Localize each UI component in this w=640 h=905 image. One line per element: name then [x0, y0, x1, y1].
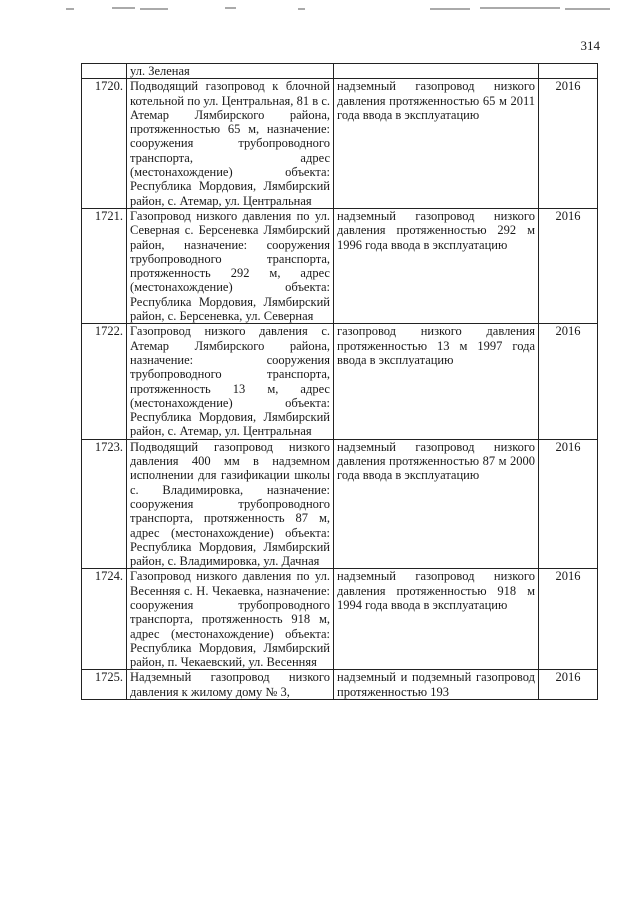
row-number: 1723.	[82, 439, 127, 569]
page-number: 314	[580, 38, 600, 53]
object-characteristics: надземный газопровод низкого давления протяженностью 918 м 1994 года ввода в эксплуатацию	[334, 569, 539, 670]
scan-artifact-marks	[0, 4, 640, 14]
object-characteristics: надземный газопровод низкого давления протяженностью 292 м 1996 года ввода в эксплуатацию	[334, 208, 539, 323]
year-cell: 2016	[539, 324, 598, 439]
row-number: 1721.	[82, 208, 127, 323]
object-description: Подводящий газопровод низкого давления 400 мм в надземном исполнении для газификации школы с. Владимировка, назначение: сооружения трубопроводного транспорта, протяженность 87 м, адрес (местонахождение) объекта: Республика Мордовия, Лямбирский район, с. Владимировка, ул. Дачная	[127, 439, 334, 569]
table-row	[82, 439, 598, 569]
year-cell: 2016	[539, 79, 598, 209]
object-description: Подводящий газопровод к блочной котельной по ул. Центральная, 81 в с. Атемар Лямбирского района, протяженностью 65 м, назначение: сооружения трубопроводного транспорта, адрес (местонахождение) объекта: Республика Мордовия, Лямбирский район, с. Атемар, ул. Центральная	[127, 79, 334, 209]
object-characteristics: надземный и подземный газопровод протяженностью 193	[334, 670, 539, 700]
year-cell: 2016	[539, 670, 598, 700]
table-row	[82, 208, 598, 323]
continued-text: ул. Зеленая	[127, 64, 334, 79]
object-description: Газопровод низкого давления по ул. Северная с. Берсеневка Лямбирский район, назначение: сооружения трубопроводного транспорта, протяженность 292 м, адрес (местонахождение) объекта: Республика Мордовия, Лямбирский район, с. Берсеневка, ул. Северная	[127, 208, 334, 323]
object-description: Надземный газопровод низкого давления к жилому дому № 3,	[127, 670, 334, 700]
table-row-continued	[82, 64, 598, 79]
table-row	[82, 569, 598, 670]
object-description: Газопровод низкого давления по ул. Весенняя с. Н. Чекаевка, назначение: сооружения трубопроводного транспорта, протяженность 918 м, адрес (местонахождение) объекта: Республика Мордовия, Лямбирский район, п. Чекаевский, ул. Весенняя	[127, 569, 334, 670]
row-number: 1720.	[82, 79, 127, 209]
year-cell: 2016	[539, 439, 598, 569]
year-cell: 2016	[539, 208, 598, 323]
row-number: 1725.	[82, 670, 127, 700]
row-number: 1722.	[82, 324, 127, 439]
object-characteristics: газопровод низкого давления протяженностью 13 м 1997 года ввода в эксплуатацию	[334, 324, 539, 439]
object-description: Газопровод низкого давления с. Атемар Лямбирского района, назначение: сооружения трубопроводного транспорта, протяженность 13 м, адрес (местонахождение) объекта: Республика Мордовия, Лямбирский район, с. Атемар, ул. Центральная	[127, 324, 334, 439]
table-row	[82, 670, 598, 700]
registry-table	[81, 63, 598, 700]
row-number: 1724.	[82, 569, 127, 670]
object-characteristics: надземный газопровод низкого давления протяженностью 87 м 2000 года ввода в эксплуатацию	[334, 439, 539, 569]
year-cell: 2016	[539, 569, 598, 670]
table-row	[82, 79, 598, 209]
object-characteristics: надземный газопровод низкого давления протяженностью 65 м 2011 года ввода в эксплуатацию	[334, 79, 539, 209]
table-row	[82, 324, 598, 439]
